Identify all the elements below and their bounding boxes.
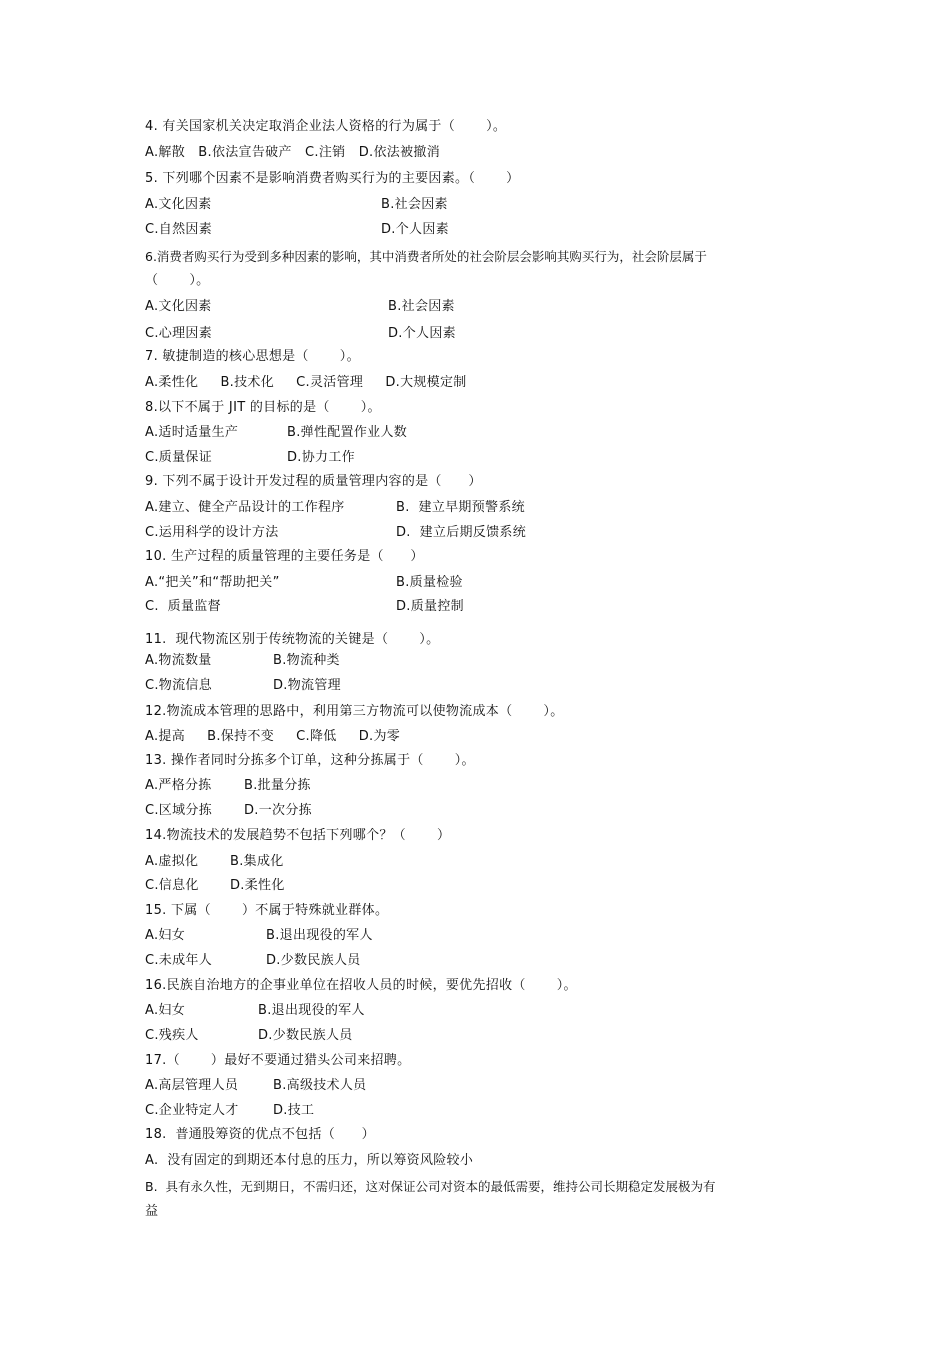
question-10-option-c: C. 质量监督 [145,599,221,614]
question-13-option-d: D.一次分拣 [244,803,312,818]
question-14-option-b: B.集成化 [230,854,284,869]
question-11-option-c: C.物流信息 [145,678,213,693]
question-16-stem: 16.民族自治地方的企事业单位在招收人员的时候，要优先招收（ ）。 [145,978,577,993]
question-17-option-d: D.技工 [273,1103,315,1118]
question-16-option-b: B.退出现役的军人 [258,1003,365,1018]
question-13-option-b: B.批量分拣 [244,778,311,793]
question-9-option-c: C.运用科学的设计方法 [145,525,279,540]
question-10-option-b: B.质量检验 [396,575,463,590]
question-15-option-b: B.退出现役的军人 [266,928,373,943]
question-17-option-a: A.高层管理人员 [145,1078,239,1093]
question-8-stem: 8.以下不属于 JIT 的目标的是（ ）。 [145,400,381,415]
question-8-option-d: D.协力工作 [287,450,355,465]
question-6-option-b: B.社会因素 [388,299,455,314]
question-11-option-b: B.物流种类 [273,653,340,668]
question-17-option-c: C.企业特定人才 [145,1103,239,1118]
question-10-stem: 10. 生产过程的质量管理的主要任务是（ ） [145,549,424,564]
question-15-option-d: D.少数民族人员 [266,953,361,968]
question-9-option-d: D. 建立后期反馈系统 [396,525,527,540]
question-15-option-a: A.妇女 [145,928,185,943]
question-13-stem: 13. 操作者同时分拣多个订单，这种分拣属于（ ）。 [145,753,475,768]
question-15-option-c: C.未成年人 [145,953,213,968]
question-5-option-a: A.文化因素 [145,197,212,212]
question-13-option-c: C.区域分拣 [145,803,213,818]
question-12-options: A.提高 B.保持不变 C.降低 D.为零 [145,729,401,744]
question-14-option-a: A.虚拟化 [145,854,199,869]
question-6-option-c: C.心理因素 [145,326,213,341]
question-16-option-d: D.少数民族人员 [258,1028,353,1043]
question-8-option-b: B.弹性配置作业人数 [287,425,408,440]
question-11-stem: 11. 现代物流区别于传统物流的关键是（ ）。 [145,632,440,647]
question-18-option-b-line-1: B. 具有永久性，无到期日，不需归还，这对保证公司对资本的最低需要，维持公司长期稳定发展极为有 [145,1179,716,1194]
question-6-option-d: D.个人因素 [388,326,456,341]
question-16-option-c: C.残疾人 [145,1028,199,1043]
question-13-option-a: A.严格分拣 [145,778,212,793]
question-7-options: A.柔性化 B.技术化 C.灵活管理 D.大规模定制 [145,375,467,390]
question-14-option-c: C.信息化 [145,878,199,893]
question-6-option-a: A.文化因素 [145,299,212,314]
question-6-stem-line-2: （ ）。 [145,273,210,288]
question-12-stem: 12.物流成本管理的思路中，利用第三方物流可以使物流成本（ ）。 [145,704,564,719]
question-14-option-d: D.柔性化 [230,878,285,893]
question-9-option-b: B. 建立早期预警系统 [396,500,525,515]
question-8-option-a: A.适时适量生产 [145,425,239,440]
question-14-stem: 14.物流技术的发展趋势不包括下列哪个？（ ） [145,828,451,843]
question-18-option-a: A. 没有固定的到期还本付息的压力，所以筹资风险较小 [145,1153,474,1168]
question-9-option-a: A.建立、健全产品设计的工作程序 [145,500,345,515]
question-17-option-b: B.高级技术人员 [273,1078,367,1093]
question-11-option-a: A.物流数量 [145,653,212,668]
question-16-option-a: A.妇女 [145,1003,185,1018]
question-17-stem: 17.（ ）最好不要通过猎头公司来招聘。 [145,1053,411,1068]
question-5-option-d: D.个人因素 [381,222,449,237]
question-7-stem: 7. 敏捷制造的核心思想是（ ）。 [145,349,360,364]
question-10-option-d: D.质量控制 [396,599,464,614]
question-15-stem: 15. 下属（ ）不属于特殊就业群体。 [145,903,389,918]
question-8-option-c: C.质量保证 [145,450,213,465]
question-18-option-b-line-2: 益 [145,1204,159,1219]
question-4-stem: 4. 有关国家机关决定取消企业法人资格的行为属于（ ）。 [145,119,507,134]
question-5-option-c: C.自然因素 [145,222,213,237]
question-5-stem: 5. 下列哪个因素不是影响消费者购买行为的主要因素。（ ） [145,171,520,186]
question-5-option-b: B.社会因素 [381,197,448,212]
question-6-stem-line-1: 6.消费者购买行为受到多种因素的影响，其中消费者所处的社会阶层会影响其购买行为，社会阶层属于 [145,249,707,264]
question-9-stem: 9. 下列不属于设计开发过程的质量管理内容的是（ ） [145,474,482,489]
question-11-option-d: D.物流管理 [273,678,341,693]
question-4-options: A.解散 B.依法宣告破产 C.注销 D.依法被撤消 [145,145,440,160]
question-10-option-a: A.“把关”和“帮助把关” [145,575,280,590]
question-18-stem: 18. 普通股筹资的优点不包括（ ） [145,1127,375,1142]
